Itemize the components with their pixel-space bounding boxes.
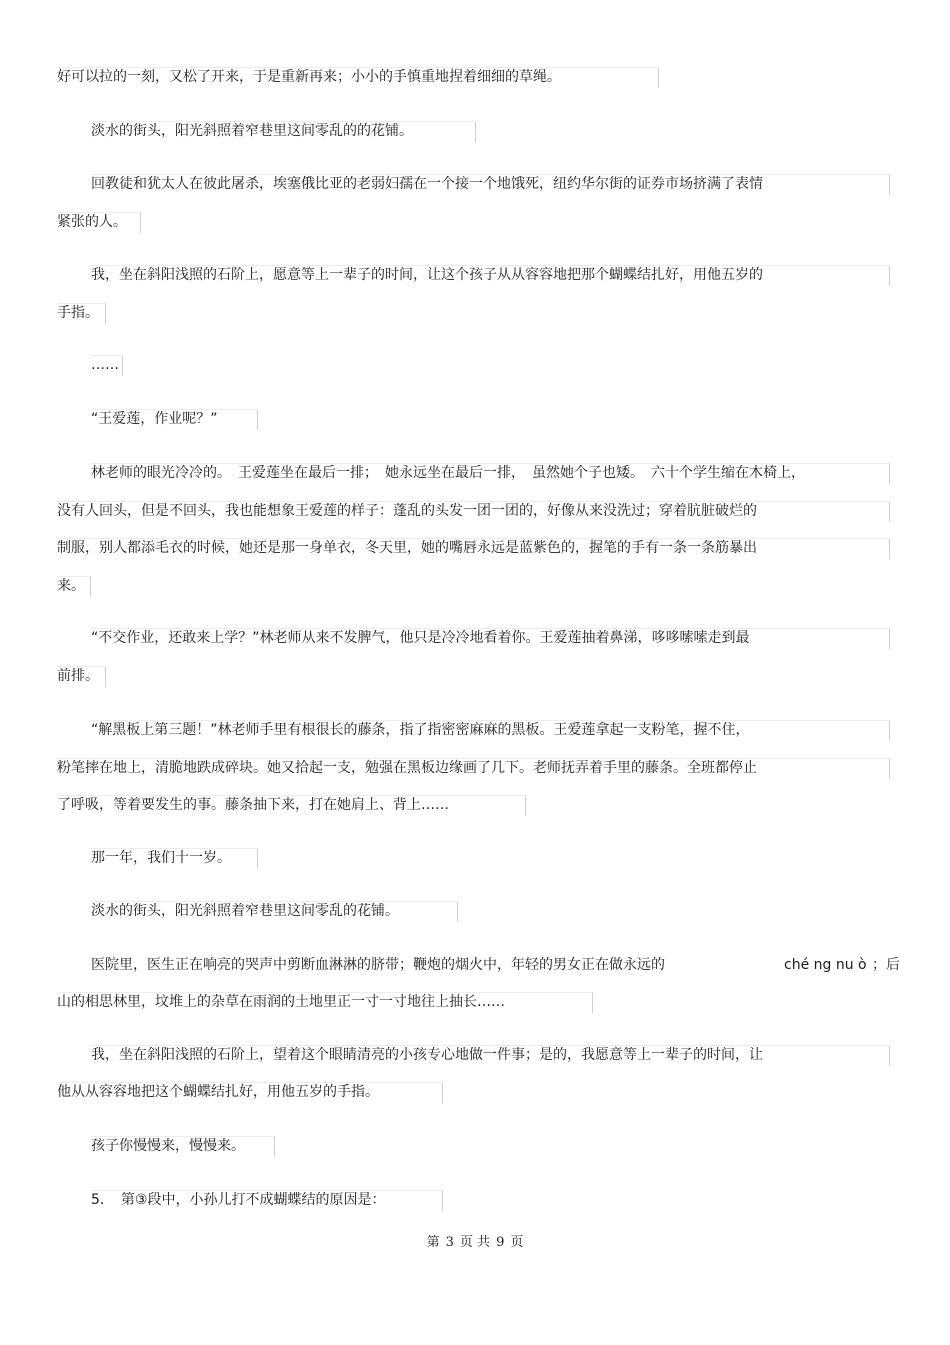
text-line-1: 好可以拉的一刻，又松了开来，于是重新再来；小小的手慎重地捏着细细的草绳。 [57, 69, 561, 85]
text-line-4: 紧张的人。 [57, 214, 127, 230]
text-line-21: 山的相思林里，坟堆上的杂草在雨润的土地里正一寸一寸地往上抽长…… [57, 994, 505, 1010]
text-line-14: 前排。 [57, 668, 99, 684]
footer-prefix: 第 [426, 1235, 440, 1250]
text-line-2: 淡水的街头，阳光斜照着窄巷里这间零乱的的花铺。 [91, 123, 413, 139]
question-5: 5． 第③段中，小孙儿打不成蝴蝶结的原因是： [91, 1192, 386, 1208]
text-line-13: “不交作业，还敢来上学？”林老师从来不发脾气，他只是冷冷地看着你。王爱莲抽着鼻涕，哆哆嗦嗦走到最 [91, 630, 750, 646]
text-line-23: 他从从容容地把这个蝴蝶结扎好，用他五岁的手指。 [57, 1084, 379, 1100]
text-line-10: 没有人回头，但是不回头，我也能想象王爱莲的样子：蓬乱的头发一团一团的，好像从来没洗过；穿着肮脏破烂的 [57, 503, 757, 519]
footer-page-number: 3 [445, 1235, 454, 1250]
text-line-9: 林老师的眼光冷冷的。 王爱莲坐在最后一排； 她永远坐在最后一排， 虽然她个子也矮。 六十个学生缩在木椅上， [91, 465, 805, 481]
text-line-6: 手指。 [57, 305, 99, 321]
pinyin-annotation: ché ng nu ò [784, 957, 867, 973]
text-line-24: 孩子你慢慢来，慢慢来。 [91, 1138, 245, 1154]
text-line-20: 医院里，医生正在响亮的哭声中剪断血淋淋的脐带；鞭炮的烟火中，年轻的男女正在做永远的 [91, 957, 665, 973]
footer-total-pages: 9 [496, 1235, 505, 1250]
text-line-15: “解黑板上第三题！”林老师手里有根很长的藤条，指了指密密麻麻的黑板。王爱莲拿起一支粉笔，握不住， [91, 722, 750, 738]
footer-suffix: 页 [510, 1235, 524, 1250]
pinyin-tail: ；后 [872, 957, 900, 973]
text-line-17: 了呼吸，等着要发生的事。藤条抽下来，打在她肩上、背上…… [57, 797, 449, 813]
text-line-5: 我，坐在斜阳浅照的石阶上，愿意等上一辈子的时间，让这个孩子从从容容地把那个蝴蝶结扎好，用他五岁的 [91, 267, 763, 283]
text-line-3: 回教徒和犹太人在彼此屠杀，埃塞俄比亚的老弱妇孺在一个接一个地饿死，纽约华尔街的证券市场挤满了表情 [91, 176, 763, 192]
text-line-19: 淡水的街头，阳光斜照着窄巷里这间零乱的花铺。 [91, 903, 399, 919]
text-line-8: “王爱莲，作业呢？” [91, 411, 218, 427]
text-line-18: 那一年，我们十一岁。 [91, 850, 231, 866]
ellipsis-line: …… [91, 357, 119, 373]
text-line-22: 我，坐在斜阳浅照的石阶上，望着这个眼睛清亮的小孩专心地做一件事；是的，我愿意等上一辈子的时间，让 [91, 1047, 763, 1063]
text-line-16: 粉笔摔在地上，清脆地跌成碎块。她又拾起一支，勉强在黑板边缘画了几下。老师抚弄着手里的藤条。全班都停止 [57, 760, 757, 776]
text-line-12: 来。 [57, 578, 85, 594]
text-line-11: 制服，别人都添毛衣的时候，她还是那一身单衣，冬天里，她的嘴唇永远是蓝紫色的，握笔的手有一条一条筋暴出 [57, 540, 757, 556]
page-footer [0, 1233, 950, 1253]
footer-middle: 页 共 [459, 1235, 491, 1250]
